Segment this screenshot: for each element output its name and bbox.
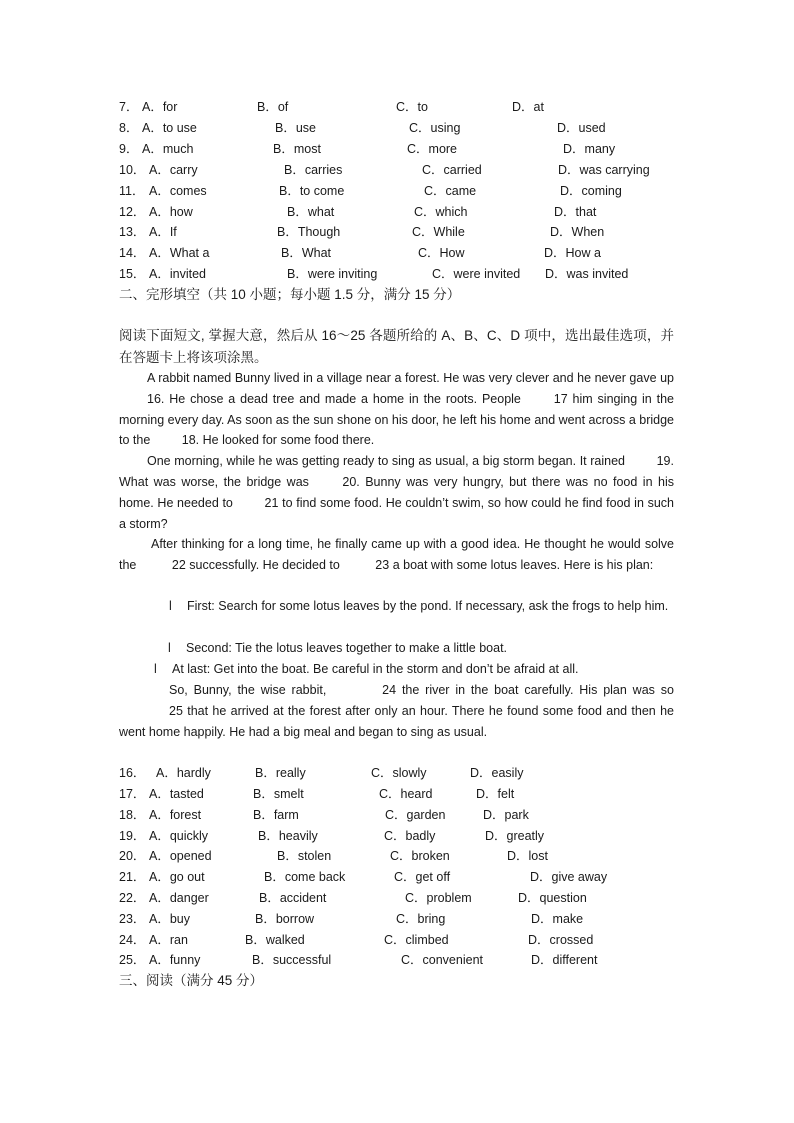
option-c: C．badly <box>384 829 436 843</box>
question-number: 15． <box>119 267 146 281</box>
option-b: B．use <box>275 121 316 135</box>
question-row <box>0 805 794 825</box>
option-c: C．to <box>396 100 428 114</box>
option-b: B．what <box>287 205 335 219</box>
option-b: B．borrow <box>255 912 315 926</box>
cloze-passage <box>119 368 674 576</box>
blank-25: 25 <box>169 703 183 718</box>
blank-21: 21 <box>264 495 279 510</box>
passage-paragraph-2 <box>119 451 674 534</box>
passage-text: a boat with some lotus leaves. Here is his plan: <box>392 558 654 573</box>
blank-24: 24 <box>382 683 397 697</box>
question-row <box>0 243 794 263</box>
option-a: A．buy <box>149 912 190 926</box>
question-number: 25． <box>119 953 146 967</box>
question-row <box>0 888 794 908</box>
option-b: B．smelt <box>253 787 304 801</box>
option-d: D．many <box>563 142 616 156</box>
passage-text: to find some food. He couldn’t swim, so how could he find food in such a storm? <box>119 495 674 531</box>
question-row <box>0 763 794 783</box>
bullet-text: Second: Tie the lotus leaves together to make a little boat. <box>186 641 508 655</box>
option-d: D．at <box>512 100 544 114</box>
option-c: C．carried <box>422 163 482 177</box>
option-a: A．tasted <box>149 787 204 801</box>
option-a: A．What a <box>149 246 210 260</box>
plan-bullet-3 <box>154 659 578 680</box>
question-row <box>0 202 794 222</box>
question-row <box>0 846 794 866</box>
option-c: C．How <box>418 246 465 260</box>
blank-20: 20 <box>342 474 357 489</box>
option-d: D．crossed <box>528 933 594 947</box>
passage-text: One morning, while he was getting ready to sing as usual, a big storm began. It rained <box>147 454 625 469</box>
option-b: B．most <box>273 142 321 156</box>
option-b: B．carries <box>284 163 343 177</box>
passage-text: the river in the boat carefully. His plan was so <box>401 683 674 697</box>
blank-17: 17 <box>553 391 568 406</box>
option-c: C．get off <box>394 870 451 884</box>
question-number: 16． <box>119 766 146 780</box>
question-number: 9． <box>119 142 139 156</box>
option-d: D．lost <box>507 849 548 863</box>
passage-text: . He looked for some food there. <box>195 433 375 448</box>
option-b: B．walked <box>245 933 305 947</box>
option-a: A．funny <box>149 953 201 967</box>
question-number: 20． <box>119 849 146 863</box>
option-d: D．question <box>518 891 587 905</box>
option-a: A．invited <box>149 267 206 281</box>
passage-paragraph-1 <box>119 368 674 451</box>
passage-text: So, Bunny, the wise rabbit, <box>169 683 327 697</box>
option-c: C．more <box>407 142 458 156</box>
question-number: 8． <box>119 121 139 135</box>
option-a: A．go out <box>149 870 205 884</box>
option-c: C．came <box>424 184 477 198</box>
question-number: 18． <box>119 808 146 822</box>
option-b: B．Though <box>277 225 341 239</box>
option-a: A．opened <box>149 849 212 863</box>
blank-23: 23 <box>375 558 390 573</box>
bullet-text: First: Search for some lotus leaves by the pond. If necessary, ask the frogs to help <box>187 599 642 613</box>
question-number: 22． <box>119 891 146 905</box>
question-row <box>0 264 794 284</box>
passage-text: that he arrived at the forest after only an hour. There he found some food and then he went home happily. He had a big meal and began to sing as usual. <box>119 703 674 739</box>
bullet-text: him. <box>644 599 669 613</box>
option-a: A．carry <box>149 163 198 177</box>
option-c: C．were invited <box>432 267 521 281</box>
section-heading-reading: 三、阅读（满分 45 分） <box>119 973 264 988</box>
passage-text: After thinking for a long time, he finally came up with a good idea. He thought he would solve the <box>119 537 674 573</box>
blank-19: 19 <box>656 454 671 469</box>
option-b: B．successful <box>252 953 332 967</box>
question-row <box>0 930 794 950</box>
option-a: A．for <box>142 100 178 114</box>
option-c: C．convenient <box>401 953 483 967</box>
section-heading-cloze: 二、完形填空（共 10 小题；每小题 1.5 分，满分 15 分） <box>119 287 461 302</box>
cloze-instructions: 阅读下面短文, 掌握大意，然后从 16～25 各题所给的 A、B、C、D 项中，选出最佳选项，并在答题卡上将该项涂黑。 <box>119 328 674 365</box>
option-a: A．ran <box>149 933 188 947</box>
question-number: 17． <box>119 787 146 801</box>
option-c: C．garden <box>385 808 446 822</box>
blank-16: 16 <box>147 391 161 406</box>
question-number: 7． <box>119 100 139 114</box>
question-row <box>0 826 794 846</box>
question-row <box>0 118 794 138</box>
option-c: C．climbed <box>384 933 449 947</box>
bullet-marker: l <box>169 599 172 613</box>
passage-text: successfully. He decided to <box>189 558 340 573</box>
option-b: B．were inviting <box>287 267 378 281</box>
question-number: 21． <box>119 870 146 884</box>
option-b: B．heavily <box>258 829 318 843</box>
question-row <box>0 867 794 887</box>
option-a: A．how <box>149 205 193 219</box>
option-c: C．problem <box>405 891 472 905</box>
option-b: B．accident <box>259 891 327 905</box>
option-c: C．slowly <box>371 766 427 780</box>
passage-text: A rabbit named Bunny lived in a village near a forest. He was very clever and he never gave up <box>147 371 674 385</box>
question-number: 12． <box>119 205 146 219</box>
passage-paragraph-4 <box>119 680 674 742</box>
plan-bullet-2 <box>168 638 507 659</box>
option-c: C．bring <box>396 912 446 926</box>
question-row <box>0 181 794 201</box>
question-number: 10． <box>119 163 146 177</box>
option-a: A．much <box>142 142 194 156</box>
option-c: C．using <box>409 121 461 135</box>
bullet-marker: l <box>154 662 157 676</box>
option-d: D．greatly <box>485 829 545 843</box>
passage-text: . What was worse, the bridge was <box>119 454 674 489</box>
option-a: A．to use <box>142 121 197 135</box>
option-d: D．easily <box>470 766 524 780</box>
option-d: D．make <box>531 912 584 926</box>
option-d: D．was invited <box>545 267 629 281</box>
option-d: D．used <box>557 121 606 135</box>
question-number: 13． <box>119 225 146 239</box>
question-row <box>0 160 794 180</box>
passage-text: . He chose a dead tree and made a home in the roots. People <box>160 391 521 406</box>
option-d: D．When <box>550 225 605 239</box>
option-d: D．felt <box>476 787 515 801</box>
question-row <box>0 784 794 804</box>
option-d: D．that <box>554 205 597 219</box>
option-a: A．quickly <box>149 829 209 843</box>
question-row <box>0 139 794 159</box>
passage-text: him singing in the morning every day. As soon as the sun shone on his door, he left his home and went across a bridge to the <box>119 391 674 448</box>
bullet-marker: l <box>168 641 171 655</box>
question-row <box>0 222 794 242</box>
option-b: B．to come <box>279 184 345 198</box>
question-row <box>0 909 794 929</box>
option-b: B．What <box>281 246 332 260</box>
option-c: C．broken <box>390 849 450 863</box>
option-c: C．heard <box>379 787 433 801</box>
option-d: D．coming <box>560 184 622 198</box>
plan-bullet-1 <box>119 596 674 617</box>
option-c: C．which <box>414 205 468 219</box>
blank-22: 22 <box>171 558 186 573</box>
question-number: 11． <box>119 184 145 198</box>
option-a: A．If <box>149 225 177 239</box>
question-number: 14． <box>119 246 146 260</box>
option-d: D．give away <box>530 870 608 884</box>
option-d: D．was carrying <box>558 163 650 177</box>
option-c: C．While <box>412 225 465 239</box>
question-row <box>0 97 794 117</box>
option-b: B．come back <box>264 870 346 884</box>
option-a: A．hardly <box>156 766 211 780</box>
option-a: A．danger <box>149 891 209 905</box>
option-b: B．farm <box>253 808 299 822</box>
question-number: 23． <box>119 912 146 926</box>
option-d: D．different <box>531 953 598 967</box>
option-d: D．park <box>483 808 529 822</box>
question-number: 24． <box>119 933 146 947</box>
option-a: A．forest <box>149 808 202 822</box>
question-row <box>0 950 794 970</box>
passage-text: . Bunny was very hungry, but there was no food in his home. He needed to <box>119 474 674 510</box>
option-b: B．really <box>255 766 306 780</box>
question-number: 19． <box>119 829 146 843</box>
option-a: A．comes <box>149 184 207 198</box>
blank-18: 18 <box>181 433 196 448</box>
option-d: D．How a <box>544 246 601 260</box>
option-b: B．of <box>257 100 289 114</box>
passage-paragraph-3 <box>119 534 674 576</box>
option-b: B．stolen <box>277 849 332 863</box>
bullet-text: At last: Get into the boat. Be careful in the storm and don’t be afraid at all. <box>172 662 579 676</box>
